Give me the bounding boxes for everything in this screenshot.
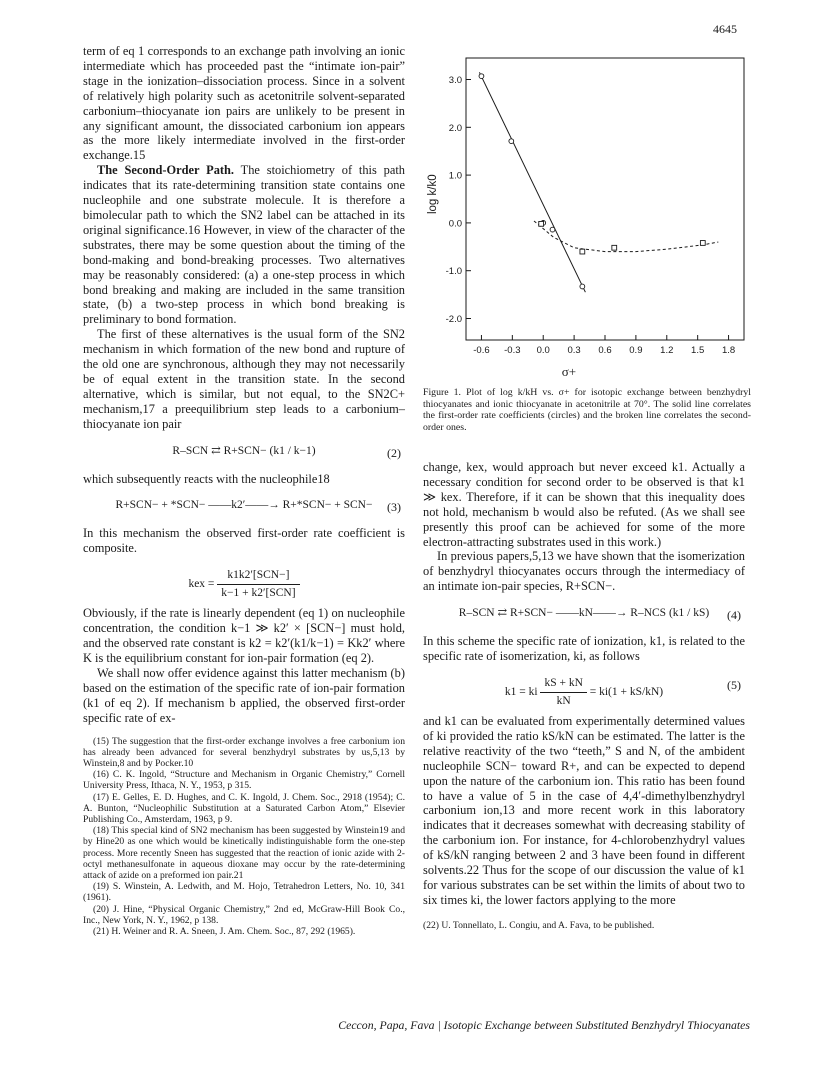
footnote: (18) This special kind of SN2 mechanism has been suggested by Winstein19 and by Hine20 as one which would be kinetically indistinguishable form the one-step process. More recently Sneen has suggested that the reaction of ionic azide with 2-octyl methanesulfonate in aqueous dioxane may occur by the rate-determining attack of azide on a preformed ion pair.21 <box>83 825 405 881</box>
footnote: (16) C. K. Ingold, “Structure and Mechanism in Organic Chemistry,” Cornell University Press, Ithaca, N. Y., 1953, p 315. <box>83 769 405 792</box>
paragraph: In previous papers,5,13 we have shown that the isomerization of benzhydryl thiocyanates occurs through the intermediacy of an intimate ion-pair species, R+SCN−. <box>423 549 745 594</box>
equation-body: R–SCN ⇄ R+SCN− (k1 / k−1) <box>172 444 316 457</box>
paragraph: In this scheme the specific rate of ionization, k1, is related to the specific rate of isomerization, ki, as follows <box>423 634 745 664</box>
equation-lhs: k1 = ki <box>504 686 538 699</box>
running-footer: Ceccon, Papa, Fava | Isotopic Exchange between Substituted Benzhydryl Thiocyanates <box>338 1018 750 1032</box>
second-order-point <box>700 241 705 246</box>
paragraph: In this mechanism the observed first-order rate coefficient is composite. <box>83 526 405 556</box>
equation-4 <box>423 600 745 630</box>
y-axis-label: log k/k0 <box>427 174 439 215</box>
x-tick-label: 1.8 <box>721 345 736 356</box>
x-tick-label: 1.2 <box>660 345 674 356</box>
footnote: (15) The suggestion that the first-order exchange involves a free carbonium ion has already been advanced for several benzhydryl substrates by us,5,13 by Winstein,8 and by Pocker.10 <box>83 735 405 769</box>
equation-rhs: = ki(1 + kS/kN) <box>589 686 664 699</box>
x-tick-label: 0.0 <box>536 345 550 356</box>
figure-1 <box>424 40 752 379</box>
second-order-point <box>612 245 617 250</box>
equation-number: (5) <box>727 677 741 692</box>
first-order-point <box>509 139 514 144</box>
first-order-point <box>479 74 484 79</box>
paragraph: which subsequently reacts with the nucleophile18 <box>83 471 330 486</box>
paragraph: and k1 can be evaluated from experimentally determined values of ki provided the ratio kS/kN can be estimated. The latter is the relative reactivity of the two “teeth,” S and N, of the ambident nucleophile SCN− toward R+, and can be expected to depend upon the nature of the carbonium ion. This ratio has been found to have a value of 5 in the case of 4,4′-dimethylbenzhydryl carbonium ion,13 and more recent work in this laboratory indicates that it decreases somewhat with decreasing stability of the carbonium ion. For instance, for 4-chlorobenzhydryl values of kS/kN ranging between 2 and 3 have been found in different solvents.22 Thus for the scope of our discussion the value of k1 for various substrates can be set within the limits of about two to six times ki, the lower factors applying to the more <box>423 713 745 907</box>
denominator: k−1 + k2′[SCN] <box>221 587 296 600</box>
first-order-point <box>580 284 585 289</box>
x-tick-label: 1.5 <box>691 345 705 356</box>
equation-kex <box>83 562 405 602</box>
numerator: k1k2′[SCN−] <box>217 568 299 585</box>
fraction <box>540 676 586 709</box>
paragraph: Obviously, if the rate is linearly dependent (eq 1) on nucleophile concentration, the condition k−1 ≫ k2′ × [SCN−] must hold, and the observed rate constant is k2 = k2′(k1/k−1) = Kk2′ where K is the equilibrium constant for ion-pair formation (eq 2). <box>83 606 405 665</box>
x-tick-label: 0.9 <box>629 345 643 356</box>
first-order-fit-line <box>479 72 585 292</box>
second-order-point <box>580 249 585 254</box>
equation-body: R–SCN ⇄ R+SCN− ——kN——→ R–NCS (k1 / kS) <box>458 607 710 620</box>
y-tick-label: -1.0 <box>445 266 462 278</box>
paragraph: We shall now offer evidence against this latter mechanism (b) based on the estimation of the specific rate of ion-pair formation (k1 of eq 2). If mechanism b applied, the observed first-order specific rate of ex- <box>83 665 405 725</box>
equation-number: (3) <box>387 500 401 515</box>
page-number: 4645 <box>713 22 737 36</box>
plot-frame <box>466 58 744 340</box>
equation-body: R+SCN− + *SCN− ——k2′——→ R+*SCN− + SCN− <box>115 499 373 512</box>
paragraph: change, kex, would approach but never exceed k1. Actually a necessary condition for second order to be observed is that k1 ≫ kex. Therefore, if it can be shown that this inequality does not hold, mechanism b would also be refuted. (As we shall see presently this proof can be achieved for some of the more electron-attracting substrates used in this work.) <box>423 460 745 549</box>
first-order-point <box>550 227 555 232</box>
second-order-fit-line <box>534 221 718 252</box>
y-tick-label: 1.0 <box>448 170 462 182</box>
paragraph-body: The stoichiometry of this path indicates that its rate-determining transition state contains one nucleophile and one substrate molecule. It is therefore a bimolecular path to which the SN2 label can be attached in its original significance.16 However, in view of the character of the substrates, there may be some question about the timing of the bond-making and bond-breaking processes. Two alternatives may be reasonably considered: (a) a one-step process in which bond breaking and making are included in the same transition state, (b) a two-step process in which bond breaking is preliminary to bond formation. <box>83 163 405 327</box>
y-tick-label: 0.0 <box>448 218 462 230</box>
section-heading: The Second-Order Path. <box>97 163 235 178</box>
x-axis-label: σ+ <box>561 364 577 379</box>
y-tick-label: 3.0 <box>448 75 462 87</box>
equation-number: (2) <box>387 445 401 460</box>
equation-3 <box>83 492 405 522</box>
footnote: (21) H. Weiner and R. A. Sneen, J. Am. Chem. Soc., 87, 292 (1965). <box>93 925 356 937</box>
footnote: (19) S. Winstein, A. Ledwith, and M. Hojo, Tetrahedron Letters, No. 10, 341 (1961). <box>83 881 405 904</box>
figure-chart <box>424 40 752 385</box>
y-tick-label: -2.0 <box>445 313 462 325</box>
equation-5 <box>423 670 745 710</box>
numerator: kS + kN <box>540 676 586 693</box>
paragraph: The first of these alternatives is the usual form of the SN2 mechanism in which formation of the new bond and rupture of the old one are synchronous, although they may not necessarily be of equal extent in the transition state. In the second alternative, which is similar, but not equal, to the SN2C+ mechanism,17 a preequilibrium step leads to a carbonium–thiocyanate ion pair <box>83 327 405 431</box>
equation-2 <box>83 438 405 468</box>
footnote: (17) E. Gelles, E. D. Hughes, and C. K. Ingold, J. Chem. Soc., 2918 (1954); C. A. Bunton, “Nucleophilic Substitution at a Saturated Carbon Atom,” Elsevier Publishing Co., Amsterdam, 1963, p 9. <box>83 791 405 825</box>
footnote: (22) U. Tonnellato, L. Congiu, and A. Fava, to be published. <box>423 919 655 931</box>
right-column <box>423 460 745 931</box>
left-column <box>83 44 405 937</box>
equation-lhs: kex = <box>188 578 215 591</box>
x-tick-label: 0.6 <box>598 345 612 356</box>
denominator: kN <box>556 694 571 707</box>
paragraph <box>83 163 405 327</box>
x-tick-label: -0.6 <box>473 345 490 356</box>
figure-caption: Figure 1. Plot of log k/kH vs. σ+ for isotopic exchange between benzhydryl thiocyanates and ionic thiocyanate in acetonitrile at 70°. The solid line correlates the first-order rate coefficients (circles) and the broken line correlates the second-order ones. <box>423 387 751 433</box>
second-order-point <box>539 221 544 226</box>
equation-number: (4) <box>727 608 741 623</box>
x-tick-label: -0.3 <box>504 345 521 356</box>
x-tick-label: 0.3 <box>567 345 581 356</box>
footnotes <box>83 736 405 938</box>
paragraph: term of eq 1 corresponds to an exchange path involving an ionic intermediate which has proceeded past the “intimate ion-pair” stage in the ionization–dissociation process. Since in a solvent of relatively high polarity such as acetonitrile solvent-separated carbonium–thiocyanate ion pairs are unlikely to be present in any significant amount, the dissociated carbonium ion appears as the more likely intermediate involved in the first-order exchange.15 <box>83 44 405 163</box>
fraction <box>217 568 299 601</box>
footnote: (20) J. Hine, “Physical Organic Chemistry,” 2nd ed, McGraw-Hill Book Co., Inc., New York, N. Y., 1962, p 138. <box>83 903 405 926</box>
y-tick-label: 2.0 <box>448 122 462 134</box>
